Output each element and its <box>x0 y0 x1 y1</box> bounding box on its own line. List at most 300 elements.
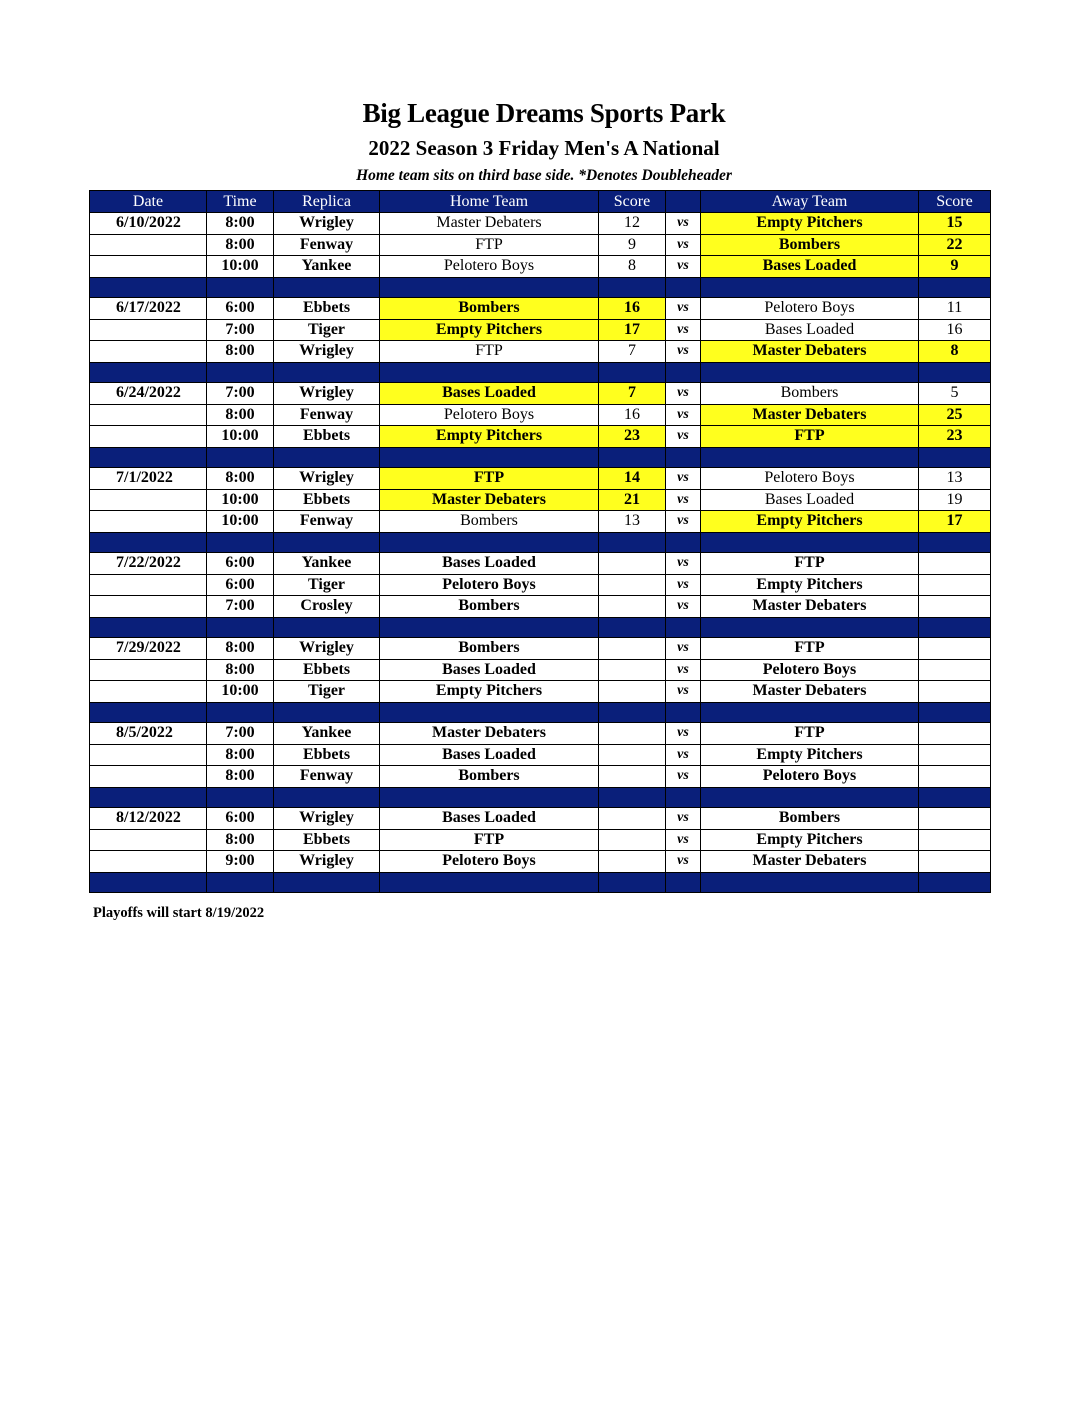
game-row <box>90 383 991 405</box>
away-team: Empty Pitchers <box>701 213 919 235</box>
home-score <box>599 659 666 681</box>
game-date <box>90 829 207 851</box>
game-time: 10:00 <box>207 489 274 511</box>
game-date: 7/1/2022 <box>90 468 207 490</box>
page-title: Big League Dreams Sports Park <box>362 98 726 128</box>
game-time: 7:00 <box>207 319 274 341</box>
away-team: Bombers <box>701 234 919 256</box>
separator-cell <box>90 617 207 638</box>
vs-label: vs <box>666 766 701 788</box>
separator-cell <box>274 787 380 808</box>
away-score: 13 <box>919 468 991 490</box>
home-score <box>599 723 666 745</box>
separator-cell <box>599 617 666 638</box>
separator-cell <box>599 872 666 893</box>
away-score: 25 <box>919 404 991 426</box>
game-replica: Tiger <box>274 681 380 703</box>
game-time: 6:00 <box>207 574 274 596</box>
game-row <box>90 256 991 278</box>
away-score: 9 <box>919 256 991 278</box>
home-score: 21 <box>599 489 666 511</box>
game-row <box>90 851 991 873</box>
game-row <box>90 298 991 320</box>
separator-cell <box>380 447 599 468</box>
game-row <box>90 468 991 490</box>
separator-cell <box>666 702 701 723</box>
away-score <box>919 808 991 830</box>
home-team: Pelotero Boys <box>380 404 599 426</box>
home-score: 8 <box>599 256 666 278</box>
separator-cell <box>701 872 919 893</box>
away-team: Bombers <box>701 383 919 405</box>
game-time: 6:00 <box>207 553 274 575</box>
game-replica: Yankee <box>274 256 380 278</box>
home-team: Pelotero Boys <box>380 256 599 278</box>
separator-cell <box>207 787 274 808</box>
away-score: 8 <box>919 341 991 363</box>
away-team: Master Debaters <box>701 681 919 703</box>
home-score <box>599 638 666 660</box>
separator-cell <box>666 617 701 638</box>
separator-cell <box>380 702 599 723</box>
home-score <box>599 744 666 766</box>
away-score: 11 <box>919 298 991 320</box>
game-replica: Wrigley <box>274 213 380 235</box>
away-score: 17 <box>919 511 991 533</box>
separator-cell <box>919 362 991 383</box>
game-date <box>90 404 207 426</box>
away-score: 19 <box>919 489 991 511</box>
game-time: 7:00 <box>207 596 274 618</box>
separator-cell <box>701 447 919 468</box>
vs-label: vs <box>666 851 701 873</box>
home-team: Bases Loaded <box>380 808 599 830</box>
game-replica: Ebbets <box>274 426 380 448</box>
game-replica: Fenway <box>274 234 380 256</box>
game-row <box>90 766 991 788</box>
separator-cell <box>207 362 274 383</box>
game-time: 10:00 <box>207 681 274 703</box>
game-date: 8/5/2022 <box>90 723 207 745</box>
game-date <box>90 659 207 681</box>
game-date <box>90 426 207 448</box>
vs-label: vs <box>666 638 701 660</box>
away-score: 16 <box>919 319 991 341</box>
game-time: 8:00 <box>207 744 274 766</box>
week-separator <box>90 872 991 893</box>
home-team: Bases Loaded <box>380 659 599 681</box>
away-score <box>919 766 991 788</box>
game-time: 8:00 <box>207 404 274 426</box>
home-score <box>599 851 666 873</box>
separator-cell <box>919 447 991 468</box>
game-row <box>90 553 991 575</box>
away-team: Master Debaters <box>701 596 919 618</box>
separator-cell <box>90 787 207 808</box>
away-team: Empty Pitchers <box>701 511 919 533</box>
away-team: Master Debaters <box>701 851 919 873</box>
game-row <box>90 638 991 660</box>
game-time: 7:00 <box>207 383 274 405</box>
separator-cell <box>90 702 207 723</box>
game-date: 6/24/2022 <box>90 383 207 405</box>
game-row <box>90 511 991 533</box>
away-team: Master Debaters <box>701 341 919 363</box>
week-separator <box>90 532 991 553</box>
home-team: FTP <box>380 829 599 851</box>
vs-label: vs <box>666 298 701 320</box>
home-team: Bases Loaded <box>380 553 599 575</box>
game-time: 6:00 <box>207 808 274 830</box>
away-score <box>919 638 991 660</box>
separator-cell <box>274 362 380 383</box>
game-date <box>90 596 207 618</box>
vs-label: vs <box>666 829 701 851</box>
separator-cell <box>207 532 274 553</box>
home-team: Pelotero Boys <box>380 851 599 873</box>
game-replica: Yankee <box>274 723 380 745</box>
game-date <box>90 319 207 341</box>
game-time: 9:00 <box>207 851 274 873</box>
separator-cell <box>207 277 274 298</box>
game-time: 8:00 <box>207 213 274 235</box>
separator-cell <box>919 617 991 638</box>
week-separator <box>90 617 991 638</box>
game-time: 6:00 <box>207 298 274 320</box>
away-score <box>919 851 991 873</box>
away-team: Bases Loaded <box>701 319 919 341</box>
vs-label: vs <box>666 659 701 681</box>
header-vs <box>666 191 701 213</box>
separator-cell <box>274 447 380 468</box>
home-score: 13 <box>599 511 666 533</box>
separator-cell <box>380 872 599 893</box>
game-date: 6/17/2022 <box>90 298 207 320</box>
separator-cell <box>207 617 274 638</box>
game-replica: Fenway <box>274 511 380 533</box>
game-replica: Tiger <box>274 319 380 341</box>
game-row <box>90 489 991 511</box>
away-team: FTP <box>701 426 919 448</box>
schedule-table <box>89 190 991 893</box>
game-date <box>90 234 207 256</box>
separator-cell <box>380 787 599 808</box>
vs-label: vs <box>666 404 701 426</box>
separator-cell <box>919 702 991 723</box>
schedule-header <box>90 191 991 213</box>
game-row <box>90 426 991 448</box>
home-team: Pelotero Boys <box>380 574 599 596</box>
vs-label: vs <box>666 723 701 745</box>
game-time: 7:00 <box>207 723 274 745</box>
away-score: 22 <box>919 234 991 256</box>
separator-cell <box>919 787 991 808</box>
home-team: FTP <box>380 468 599 490</box>
game-replica: Fenway <box>274 404 380 426</box>
separator-cell <box>274 532 380 553</box>
separator-cell <box>207 702 274 723</box>
game-row <box>90 596 991 618</box>
away-team: FTP <box>701 723 919 745</box>
game-row <box>90 808 991 830</box>
home-score <box>599 808 666 830</box>
vs-label: vs <box>666 681 701 703</box>
header-replica: Replica <box>274 191 380 213</box>
game-time: 8:00 <box>207 766 274 788</box>
vs-label: vs <box>666 596 701 618</box>
game-replica: Ebbets <box>274 659 380 681</box>
separator-cell <box>666 787 701 808</box>
game-date <box>90 341 207 363</box>
vs-label: vs <box>666 341 701 363</box>
game-replica: Wrigley <box>274 808 380 830</box>
game-replica: Yankee <box>274 553 380 575</box>
separator-cell <box>380 362 599 383</box>
game-time: 10:00 <box>207 511 274 533</box>
away-team: Master Debaters <box>701 404 919 426</box>
home-score <box>599 681 666 703</box>
vs-label: vs <box>666 383 701 405</box>
home-score: 14 <box>599 468 666 490</box>
away-team: Pelotero Boys <box>701 659 919 681</box>
home-team: FTP <box>380 234 599 256</box>
game-replica: Ebbets <box>274 744 380 766</box>
vs-label: vs <box>666 468 701 490</box>
separator-cell <box>701 617 919 638</box>
separator-cell <box>207 872 274 893</box>
home-team: Bombers <box>380 596 599 618</box>
home-team: Bases Loaded <box>380 383 599 405</box>
away-team: FTP <box>701 638 919 660</box>
game-row <box>90 574 991 596</box>
separator-cell <box>919 872 991 893</box>
game-date: 8/12/2022 <box>90 808 207 830</box>
home-score: 7 <box>599 383 666 405</box>
game-row <box>90 723 991 745</box>
game-row <box>90 681 991 703</box>
week-separator <box>90 362 991 383</box>
game-replica: Crosley <box>274 596 380 618</box>
home-score: 12 <box>599 213 666 235</box>
away-score <box>919 681 991 703</box>
vs-label: vs <box>666 574 701 596</box>
away-score: 5 <box>919 383 991 405</box>
page-subtitle: 2022 Season 3 Friday Men's A National <box>368 136 720 160</box>
schedule-note: Home team sits on third base side. *Denotes Doubleheader <box>356 167 732 184</box>
separator-cell <box>701 532 919 553</box>
game-date <box>90 489 207 511</box>
vs-label: vs <box>666 489 701 511</box>
separator-cell <box>666 447 701 468</box>
home-score: 16 <box>599 404 666 426</box>
header-away-score: Score <box>919 191 991 213</box>
separator-cell <box>380 532 599 553</box>
away-team: Pelotero Boys <box>701 468 919 490</box>
separator-cell <box>274 277 380 298</box>
separator-cell <box>666 277 701 298</box>
game-replica: Ebbets <box>274 489 380 511</box>
game-replica: Wrigley <box>274 383 380 405</box>
away-team: Pelotero Boys <box>701 766 919 788</box>
separator-cell <box>919 532 991 553</box>
header-row <box>90 191 991 213</box>
separator-cell <box>666 362 701 383</box>
separator-cell <box>701 787 919 808</box>
away-score <box>919 553 991 575</box>
home-score <box>599 553 666 575</box>
away-team: Empty Pitchers <box>701 744 919 766</box>
game-row <box>90 213 991 235</box>
game-time: 8:00 <box>207 341 274 363</box>
header-home-score: Score <box>599 191 666 213</box>
game-date <box>90 256 207 278</box>
week-separator <box>90 447 991 468</box>
separator-cell <box>701 702 919 723</box>
away-score: 15 <box>919 213 991 235</box>
game-date <box>90 744 207 766</box>
week-separator <box>90 702 991 723</box>
game-date <box>90 574 207 596</box>
home-score: 7 <box>599 341 666 363</box>
game-replica: Ebbets <box>274 298 380 320</box>
vs-label: vs <box>666 234 701 256</box>
vs-label: vs <box>666 511 701 533</box>
separator-cell <box>919 277 991 298</box>
vs-label: vs <box>666 426 701 448</box>
home-team: Master Debaters <box>380 489 599 511</box>
game-date <box>90 851 207 873</box>
separator-cell <box>666 872 701 893</box>
home-team: Empty Pitchers <box>380 319 599 341</box>
game-date <box>90 766 207 788</box>
away-team: Bases Loaded <box>701 489 919 511</box>
home-score <box>599 596 666 618</box>
game-time: 8:00 <box>207 659 274 681</box>
separator-cell <box>599 702 666 723</box>
separator-cell <box>90 872 207 893</box>
separator-cell <box>274 617 380 638</box>
game-date <box>90 681 207 703</box>
separator-cell <box>90 362 207 383</box>
home-team: Bases Loaded <box>380 744 599 766</box>
separator-cell <box>701 362 919 383</box>
home-score: 16 <box>599 298 666 320</box>
home-score: 23 <box>599 426 666 448</box>
separator-cell <box>599 787 666 808</box>
game-replica: Wrigley <box>274 851 380 873</box>
week-separator <box>90 787 991 808</box>
game-date: 6/10/2022 <box>90 213 207 235</box>
away-team: Bombers <box>701 808 919 830</box>
playoffs-note: Playoffs will start 8/19/2022 <box>93 905 265 921</box>
separator-cell <box>380 277 599 298</box>
week-separator <box>90 277 991 298</box>
game-date <box>90 511 207 533</box>
game-row <box>90 234 991 256</box>
separator-cell <box>90 277 207 298</box>
away-score <box>919 659 991 681</box>
vs-label: vs <box>666 553 701 575</box>
home-score <box>599 574 666 596</box>
game-row <box>90 744 991 766</box>
away-team: Empty Pitchers <box>701 574 919 596</box>
game-time: 8:00 <box>207 829 274 851</box>
home-team: Empty Pitchers <box>380 426 599 448</box>
home-team: Master Debaters <box>380 723 599 745</box>
separator-cell <box>599 277 666 298</box>
game-replica: Wrigley <box>274 468 380 490</box>
separator-cell <box>274 702 380 723</box>
separator-cell <box>701 277 919 298</box>
home-team: Bombers <box>380 511 599 533</box>
vs-label: vs <box>666 213 701 235</box>
vs-label: vs <box>666 744 701 766</box>
home-score: 9 <box>599 234 666 256</box>
schedule-body <box>90 213 991 893</box>
separator-cell <box>599 362 666 383</box>
away-score <box>919 744 991 766</box>
home-team: Bombers <box>380 298 599 320</box>
separator-cell <box>90 447 207 468</box>
game-replica: Tiger <box>274 574 380 596</box>
separator-cell <box>599 532 666 553</box>
home-score <box>599 766 666 788</box>
game-time: 10:00 <box>207 426 274 448</box>
game-row <box>90 829 991 851</box>
away-score <box>919 829 991 851</box>
home-score <box>599 829 666 851</box>
vs-label: vs <box>666 808 701 830</box>
game-replica: Ebbets <box>274 829 380 851</box>
game-row <box>90 404 991 426</box>
home-team: FTP <box>380 341 599 363</box>
game-time: 8:00 <box>207 234 274 256</box>
away-team: Pelotero Boys <box>701 298 919 320</box>
header-home-team: Home Team <box>380 191 599 213</box>
away-team: Empty Pitchers <box>701 829 919 851</box>
game-replica: Wrigley <box>274 341 380 363</box>
separator-cell <box>599 447 666 468</box>
home-team: Master Debaters <box>380 213 599 235</box>
away-team: FTP <box>701 553 919 575</box>
game-time: 10:00 <box>207 256 274 278</box>
separator-cell <box>666 532 701 553</box>
home-team: Bombers <box>380 638 599 660</box>
game-date: 7/22/2022 <box>90 553 207 575</box>
header-time: Time <box>207 191 274 213</box>
game-time: 8:00 <box>207 638 274 660</box>
vs-label: vs <box>666 319 701 341</box>
away-score <box>919 596 991 618</box>
away-score <box>919 574 991 596</box>
header-date: Date <box>90 191 207 213</box>
separator-cell <box>207 447 274 468</box>
game-row <box>90 319 991 341</box>
home-score: 17 <box>599 319 666 341</box>
separator-cell <box>90 532 207 553</box>
game-replica: Fenway <box>274 766 380 788</box>
vs-label: vs <box>666 256 701 278</box>
separator-cell <box>274 872 380 893</box>
game-time: 8:00 <box>207 468 274 490</box>
away-score: 23 <box>919 426 991 448</box>
game-replica: Wrigley <box>274 638 380 660</box>
away-team: Bases Loaded <box>701 256 919 278</box>
separator-cell <box>380 617 599 638</box>
game-date: 7/29/2022 <box>90 638 207 660</box>
away-score <box>919 723 991 745</box>
header-away-team: Away Team <box>701 191 919 213</box>
